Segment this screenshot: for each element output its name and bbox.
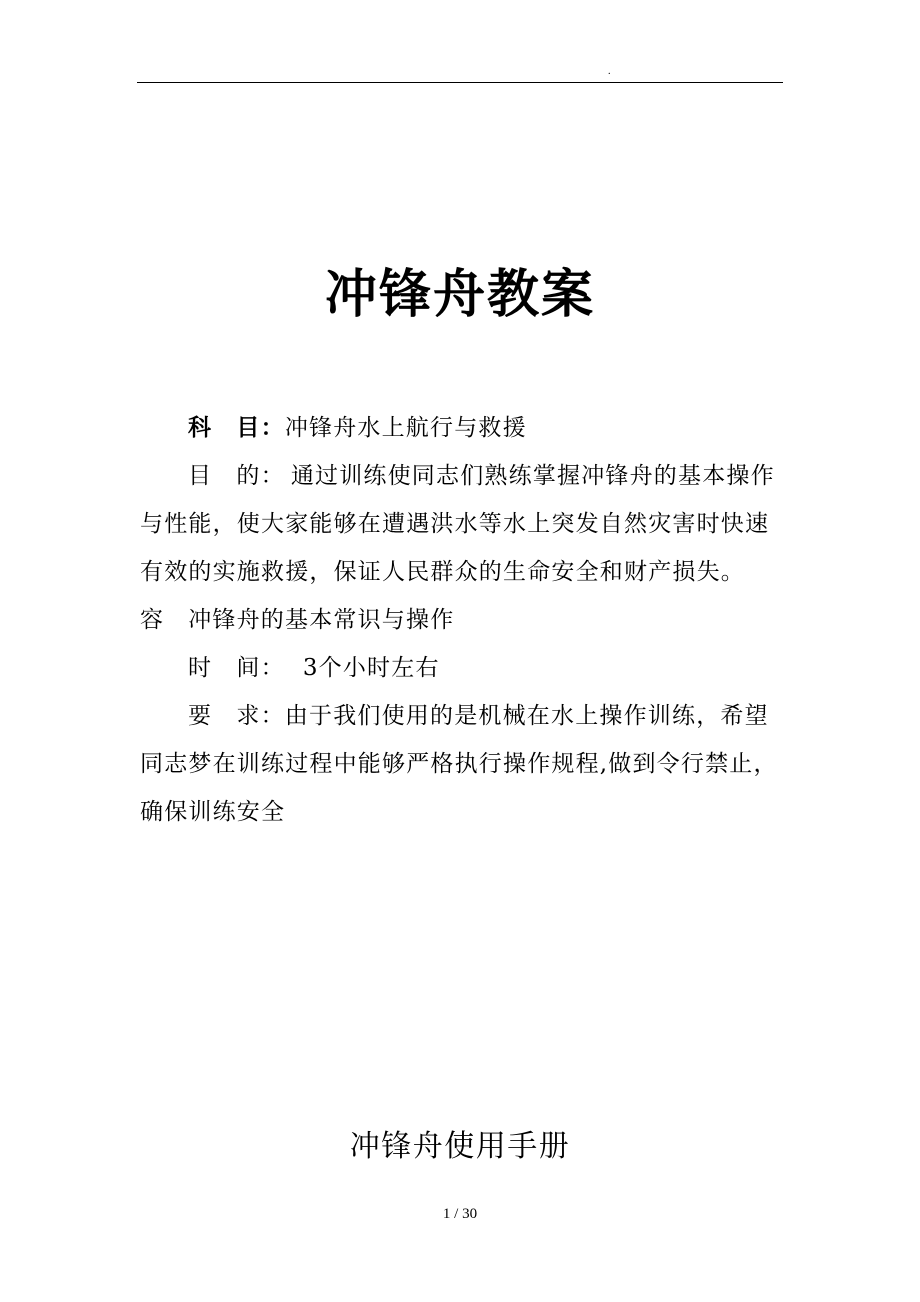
subject-label: 科 目： [188,414,285,441]
page-number: 1 / 30 [442,1206,478,1222]
document-body [140,404,790,836]
document-title: 冲锋舟教案 [324,265,595,325]
time-label: 时 间： [188,655,285,681]
header-mark: . [608,66,611,77]
content-label: 容 [140,607,165,633]
purpose-label: 目 的： [188,463,285,489]
manual-subtitle: 冲锋舟使用手册 [349,1129,571,1164]
requirement-label: 要 求： [188,703,285,729]
content-line [140,596,790,644]
content-value: 冲锋舟的基本常识与操作 [188,607,455,633]
time-value: 3个小时左右 [302,655,440,681]
subject-line [140,404,790,452]
purpose-value: 通过训练使同志们熟练掌握冲锋舟的基本操作与性能，使大家能够在遭遇洪水等水上突发自然灾害时快速有效的实施救援，保证人民群众的生命安全和财产损失。 [140,463,775,585]
header-rule [137,82,783,83]
requirement-value: 由于我们使用的是机械在水上操作训练，希望同志梦在训练过程中能够严格执行操作规程,做到令行禁止，确保训练安全 [140,703,778,825]
purpose-line [140,452,790,596]
subject-value: 冲锋舟水上航行与救援 [284,415,527,441]
time-line [140,644,790,692]
requirement-line [140,692,790,836]
